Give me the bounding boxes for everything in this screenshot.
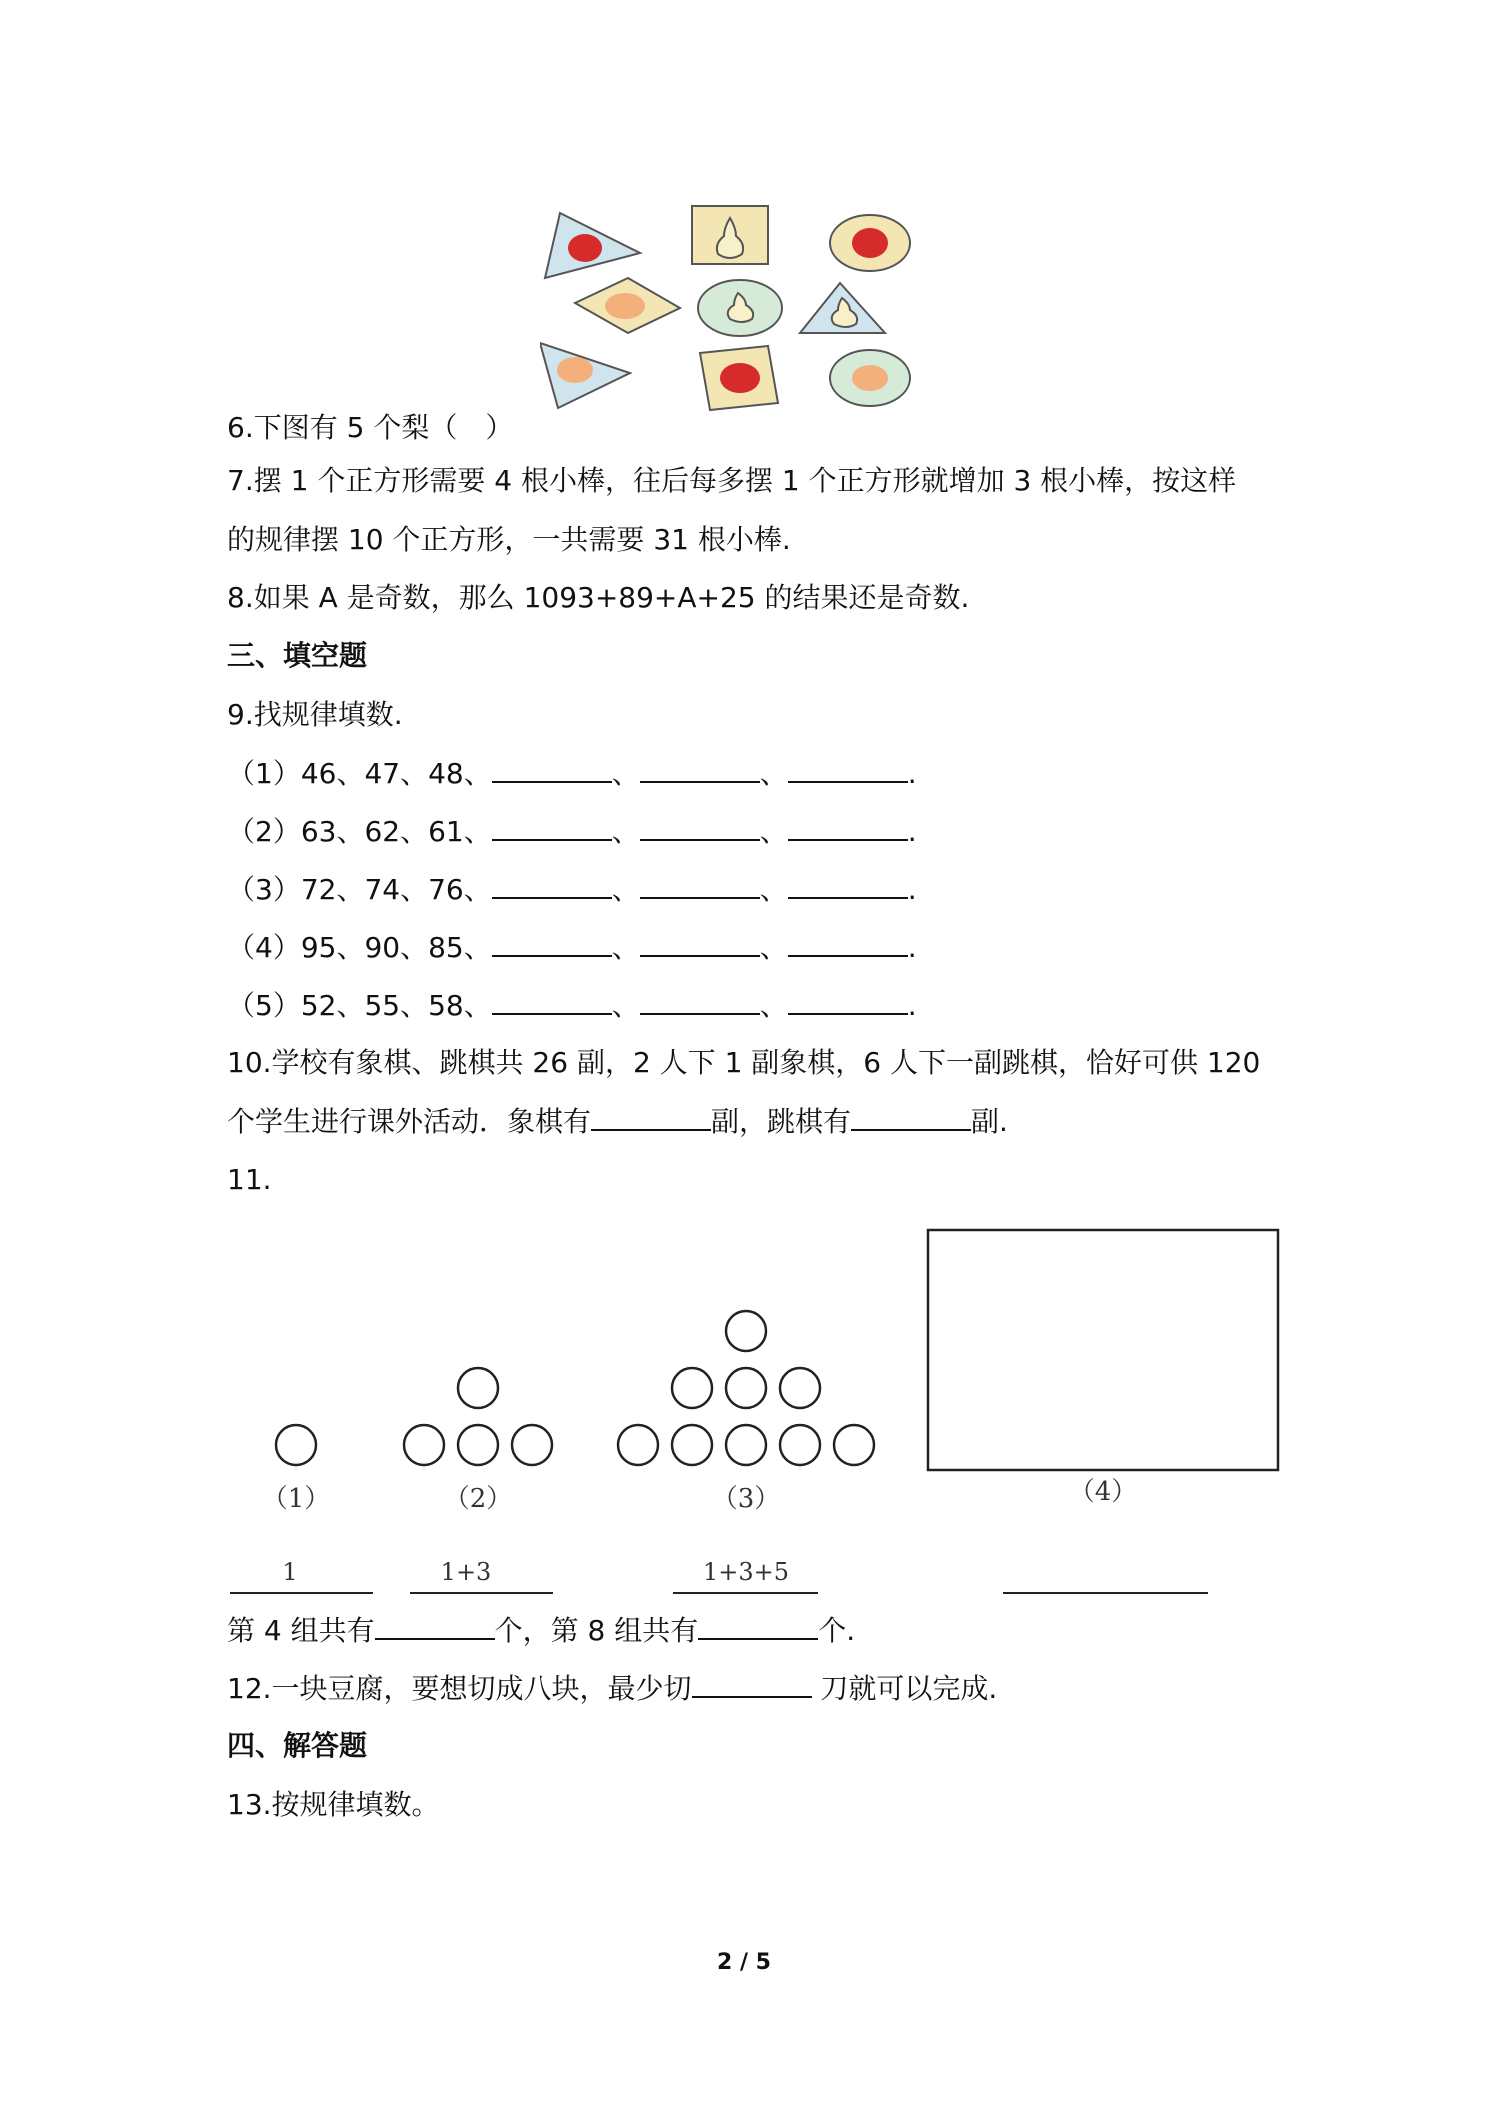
separator: 、 bbox=[611, 931, 640, 964]
separator: 、 bbox=[611, 873, 640, 906]
dot bbox=[780, 1425, 820, 1465]
sequence-row bbox=[227, 871, 917, 908]
question-9: 9.找规律填数. bbox=[227, 698, 403, 731]
sequence-prefix: （2）63、62、61、 bbox=[227, 815, 492, 848]
question-10-line1: 10.学校有象棋、跳棋共 26 副，2 人下 1 副象棋，6 人下一副跳棋，恰好可供 120 bbox=[227, 1046, 1261, 1079]
sequence-row bbox=[227, 929, 917, 966]
fruit-shapes-figure bbox=[540, 198, 930, 418]
answer-blank[interactable] bbox=[788, 813, 908, 841]
apple-icon bbox=[852, 228, 888, 258]
separator: 、 bbox=[611, 815, 640, 848]
period: . bbox=[907, 815, 917, 848]
question-7-line2: 的规律摆 10 个正方形，一共需要 31 根小棒. bbox=[227, 523, 791, 556]
answer-blank[interactable] bbox=[698, 1612, 818, 1640]
dot bbox=[512, 1425, 552, 1465]
dot bbox=[276, 1425, 316, 1465]
dot-pattern-figure bbox=[228, 1225, 1288, 1605]
answer-blank[interactable] bbox=[788, 929, 908, 957]
dot bbox=[726, 1425, 766, 1465]
period: . bbox=[907, 873, 917, 906]
sequence-prefix: （3）72、74、76、 bbox=[227, 873, 492, 906]
period: . bbox=[907, 931, 917, 964]
separator: 、 bbox=[759, 815, 788, 848]
apple-icon bbox=[720, 363, 760, 393]
sequence-prefix: （4）95、90、85、 bbox=[227, 931, 492, 964]
answer-blank[interactable] bbox=[640, 987, 760, 1015]
dot bbox=[458, 1368, 498, 1408]
dot bbox=[672, 1425, 712, 1465]
separator: 、 bbox=[759, 931, 788, 964]
sequence-row bbox=[227, 813, 917, 850]
question-10-line2 bbox=[227, 1103, 1008, 1140]
dot bbox=[780, 1368, 820, 1408]
page-number: 2 / 5 bbox=[717, 1950, 771, 1975]
dot bbox=[404, 1425, 444, 1465]
dot bbox=[834, 1425, 874, 1465]
answer-blank[interactable] bbox=[492, 755, 612, 783]
answer-blank[interactable] bbox=[492, 813, 612, 841]
group-sum: 1 bbox=[282, 1558, 298, 1586]
question-8: 8.如果 A 是奇数，那么 1093+89+A+25 的结果还是奇数. bbox=[227, 581, 970, 614]
question-11-text: 个. bbox=[818, 1614, 856, 1647]
group-label: （3） bbox=[711, 1484, 781, 1514]
peach-icon bbox=[557, 357, 593, 383]
separator: 、 bbox=[759, 757, 788, 790]
dot bbox=[726, 1311, 766, 1351]
answer-blank[interactable] bbox=[591, 1103, 711, 1131]
answer-blank[interactable] bbox=[640, 755, 760, 783]
question-12 bbox=[227, 1670, 997, 1707]
answer-blank[interactable] bbox=[692, 1670, 812, 1698]
empty-drawing-box[interactable] bbox=[928, 1230, 1278, 1470]
question-10-text: 个学生进行课外活动．象棋有 bbox=[227, 1105, 592, 1138]
question-13: 13.按规律填数。 bbox=[227, 1788, 440, 1821]
separator: 、 bbox=[759, 989, 788, 1022]
question-10-text: 副. bbox=[971, 1105, 1008, 1138]
group-label: （4） bbox=[1068, 1477, 1138, 1507]
sequence-row bbox=[227, 987, 917, 1024]
group-label: （2） bbox=[443, 1484, 513, 1514]
sequence-prefix: （1）46、47、48、 bbox=[227, 757, 492, 790]
question-12-text: 刀就可以完成. bbox=[811, 1672, 998, 1705]
answer-blank[interactable] bbox=[640, 929, 760, 957]
answer-blank[interactable] bbox=[492, 987, 612, 1015]
sequence-prefix: （5）52、55、58、 bbox=[227, 989, 492, 1022]
dot bbox=[726, 1368, 766, 1408]
answer-blank[interactable] bbox=[640, 813, 760, 841]
group-sum: 1+3 bbox=[440, 1558, 492, 1586]
question-11: 11. bbox=[227, 1163, 272, 1196]
question-11-text: 第 4 组共有 bbox=[227, 1614, 375, 1647]
separator: 、 bbox=[759, 873, 788, 906]
answer-blank[interactable] bbox=[788, 987, 908, 1015]
period: . bbox=[907, 989, 917, 1022]
answer-blank[interactable] bbox=[851, 1103, 971, 1131]
group-sum: 1+3+5 bbox=[702, 1558, 790, 1586]
section-4-heading: 四、解答题 bbox=[227, 1729, 368, 1762]
question-10-text: 副，跳棋有 bbox=[711, 1105, 852, 1138]
answer-blank[interactable] bbox=[788, 755, 908, 783]
period: . bbox=[907, 757, 917, 790]
question-11-text: 个，第 8 组共有 bbox=[494, 1614, 699, 1647]
question-6: 6.下图有 5 个梨（ ） bbox=[227, 411, 514, 444]
apple-icon bbox=[568, 234, 602, 262]
separator: 、 bbox=[611, 989, 640, 1022]
question-12-text: 12.一块豆腐，要想切成八块，最少切 bbox=[227, 1672, 692, 1705]
separator: 、 bbox=[611, 757, 640, 790]
dot bbox=[618, 1425, 658, 1465]
peach-icon bbox=[605, 293, 645, 319]
question-11-answer bbox=[227, 1612, 855, 1649]
answer-blank[interactable] bbox=[492, 929, 612, 957]
question-7-line1: 7.摆 1 个正方形需要 4 根小棒，往后每多摆 1 个正方形就增加 3 根小棒，按这样 bbox=[227, 464, 1237, 497]
answer-blank[interactable] bbox=[640, 871, 760, 899]
dot bbox=[458, 1425, 498, 1465]
peach-icon bbox=[852, 365, 888, 391]
sequence-row bbox=[227, 755, 917, 792]
dot bbox=[672, 1368, 712, 1408]
answer-blank[interactable] bbox=[492, 871, 612, 899]
group-label: （1） bbox=[261, 1484, 331, 1514]
answer-blank[interactable] bbox=[375, 1612, 495, 1640]
section-3-heading: 三、填空题 bbox=[227, 639, 368, 672]
answer-blank[interactable] bbox=[788, 871, 908, 899]
